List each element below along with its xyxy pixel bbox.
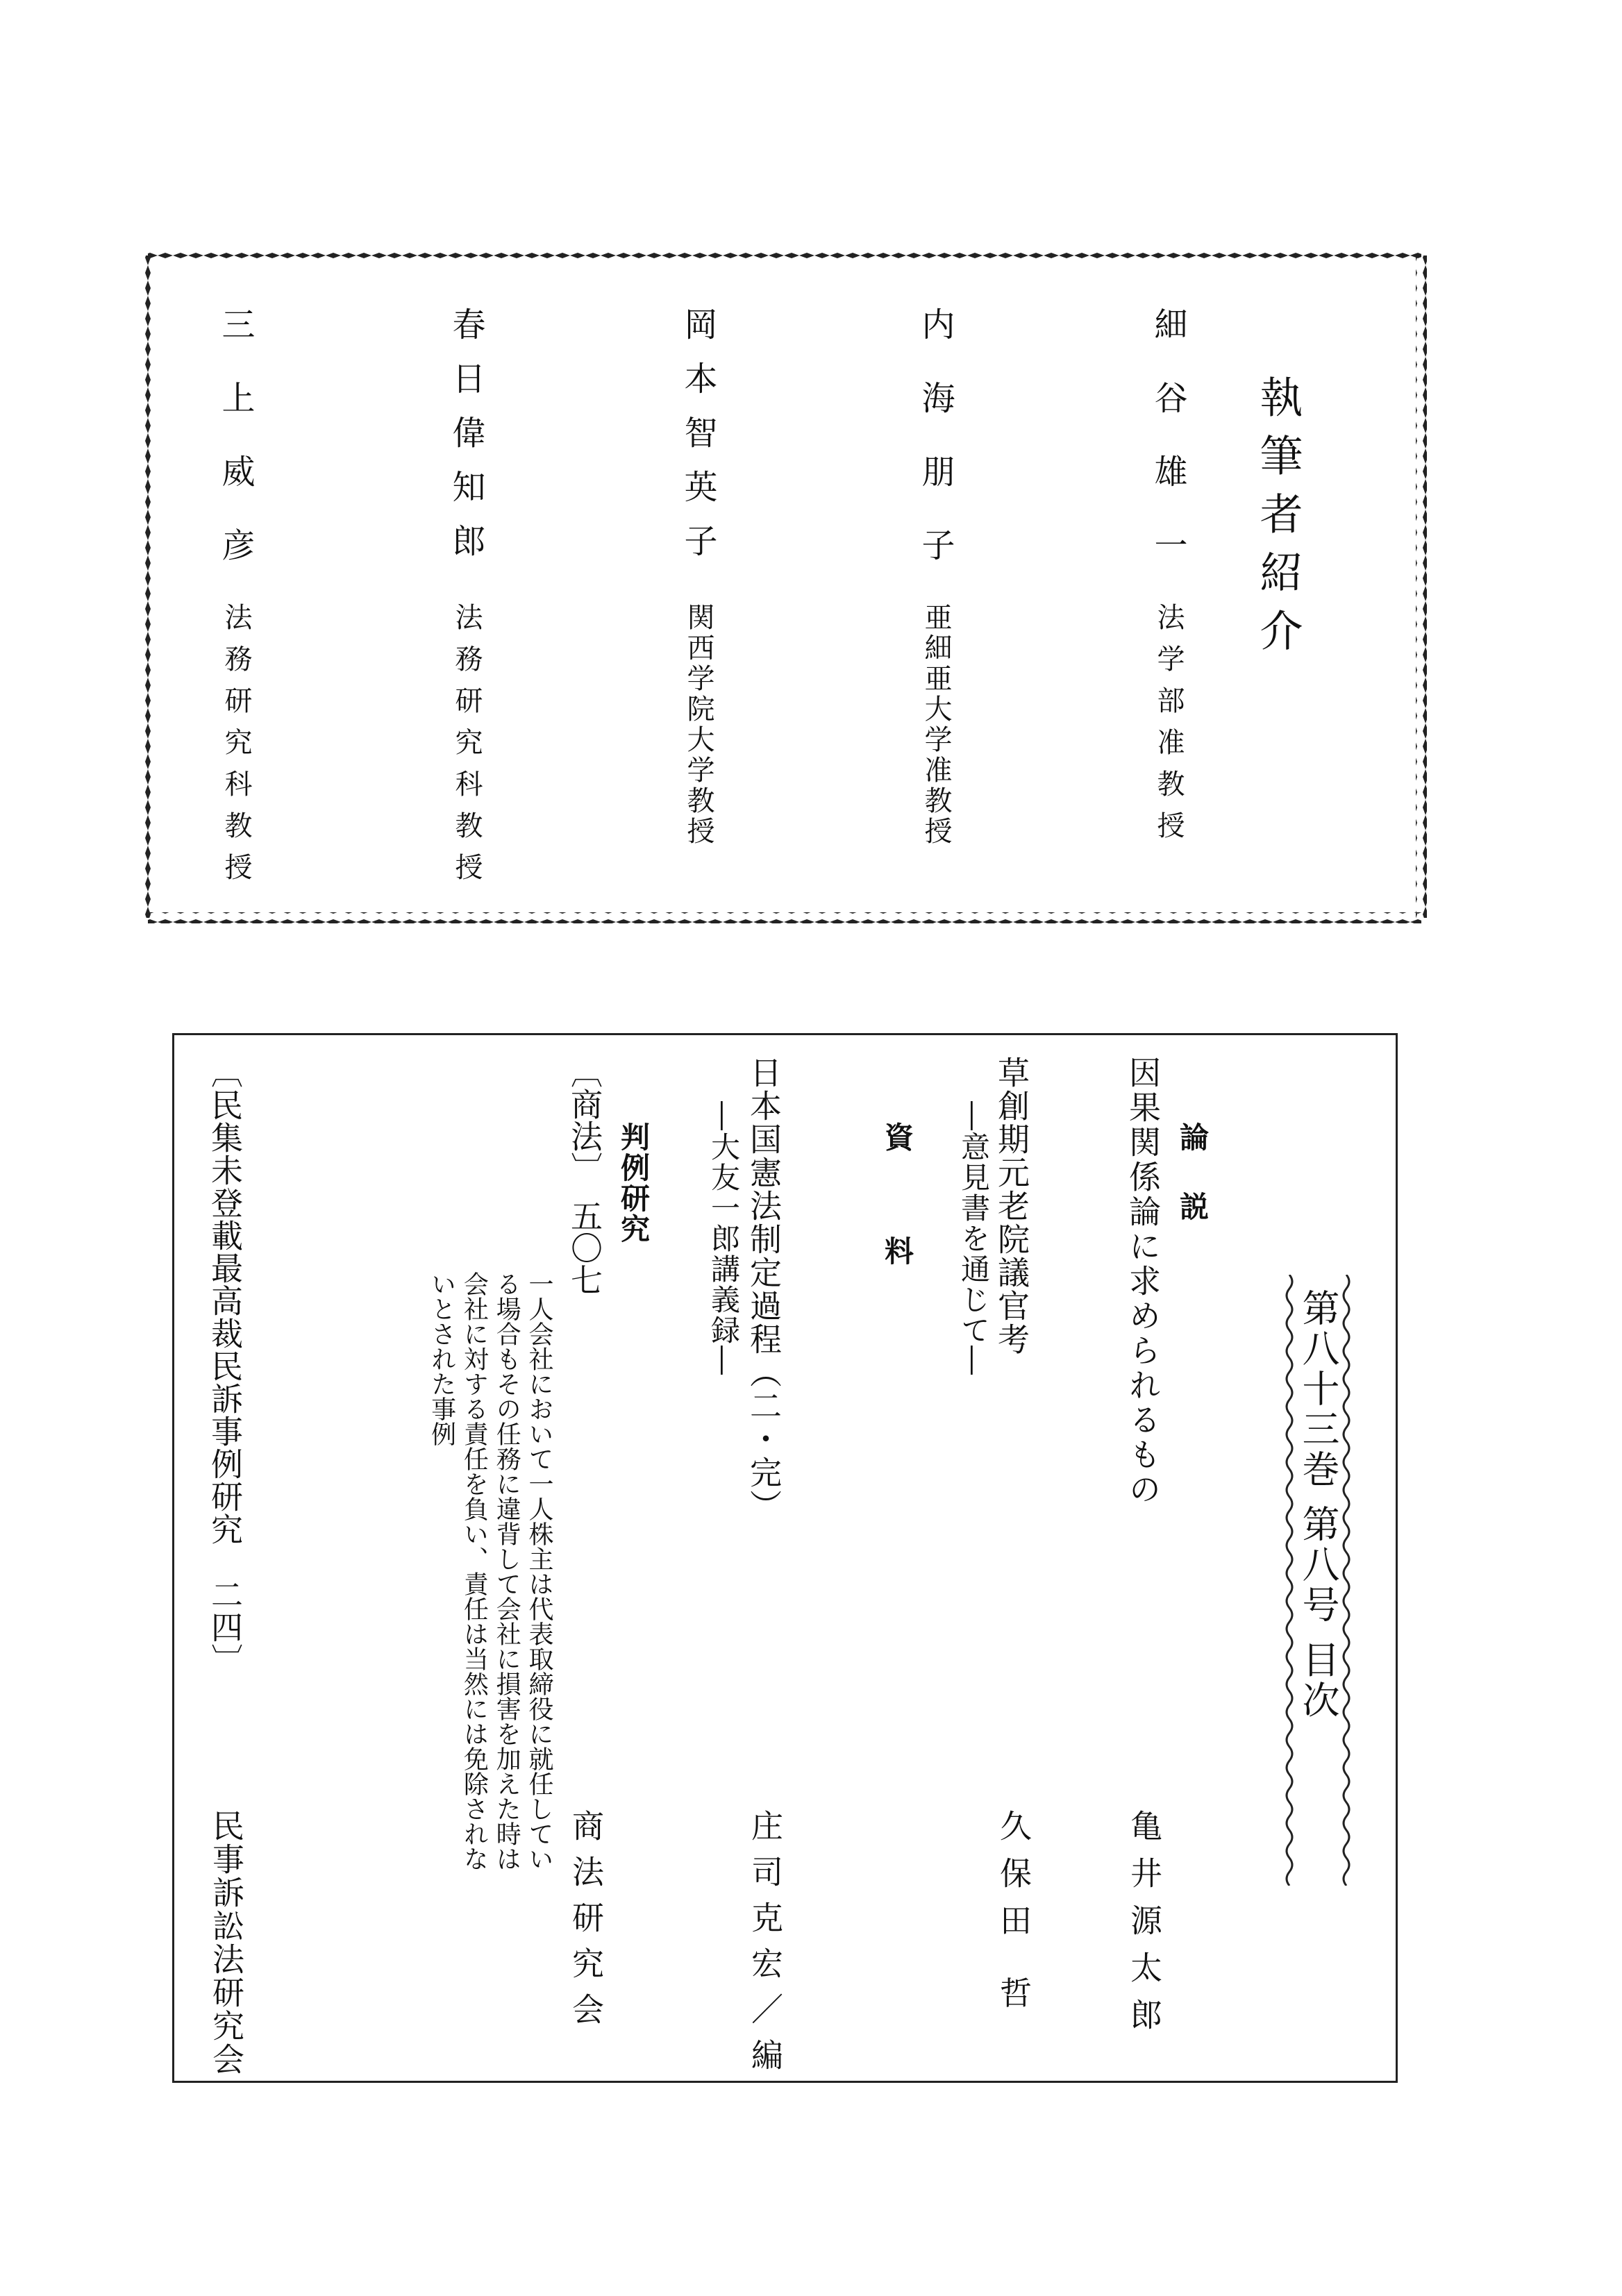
article-title: 〔民集未登載最高裁民訴事例研究 二四〕 — [206, 1056, 244, 1676]
article-author: 庄司克宏／編 — [746, 1809, 784, 2084]
contributor-affiliation: 法務研究科教授 — [220, 603, 252, 894]
section-heading: 資 料 — [880, 1122, 914, 1293]
article-subtitle: ―意見書を通じて― — [957, 1101, 991, 1376]
contributor-affiliation: 関西学院大学教授 — [683, 603, 714, 847]
contributor-name: 内海朋子 — [916, 307, 955, 601]
article-title: 〔商法〕 五〇七 — [566, 1056, 603, 1296]
article-title: 日本国憲法制定過程（二・完） — [745, 1056, 783, 1523]
toc-title: 第八十三巻 第八号 目次 — [1296, 1289, 1340, 1721]
wavy-line-left — [1283, 1275, 1296, 1886]
wavy-line-right — [1340, 1275, 1353, 1886]
article-author: 民事訴訟法研究会 — [208, 1809, 245, 2076]
contributor-affiliation: 法務研究科教授 — [451, 603, 483, 894]
contributor-name: 三上威彦 — [216, 307, 255, 601]
table-of-contents — [172, 1033, 1398, 2083]
toc-title-frame — [1282, 1275, 1354, 1886]
article-subtitle: ―大友一郎講義録― — [707, 1101, 741, 1376]
article-note: 一人会社において一人株主は代表取締役に就任している場合もその任務に違背して会社に損害を加えた時は会社に対する責任を負い、責任は当然には免除されないとされた事例 — [427, 1271, 553, 1871]
article-author: 久保田 哲 — [995, 1809, 1032, 2024]
contributor-name: 春日偉知郎 — [446, 307, 485, 578]
section-heading: 判例研究 — [617, 1122, 651, 1244]
article-author: 商法研究会 — [567, 1809, 605, 2038]
contributor-affiliation: 亜細亜大学准教授 — [920, 603, 952, 847]
contributor-affiliation: 法学部准教授 — [1153, 603, 1185, 853]
section-heading: 論 説 — [1176, 1122, 1210, 1226]
contributors-title: 執筆者紹介 — [1253, 375, 1303, 667]
article-title: 因果関係論に求められるもの — [1124, 1056, 1162, 1507]
article-title: 草創期元老院議官考 — [993, 1056, 1030, 1356]
article-author: 亀井源太郎 — [1126, 1809, 1163, 2045]
contributor-name: 細谷雄一 — [1148, 307, 1187, 601]
contributors-box — [142, 250, 1427, 923]
ornamental-border — [142, 250, 1427, 923]
contributor-name: 岡本智英子 — [678, 307, 717, 578]
